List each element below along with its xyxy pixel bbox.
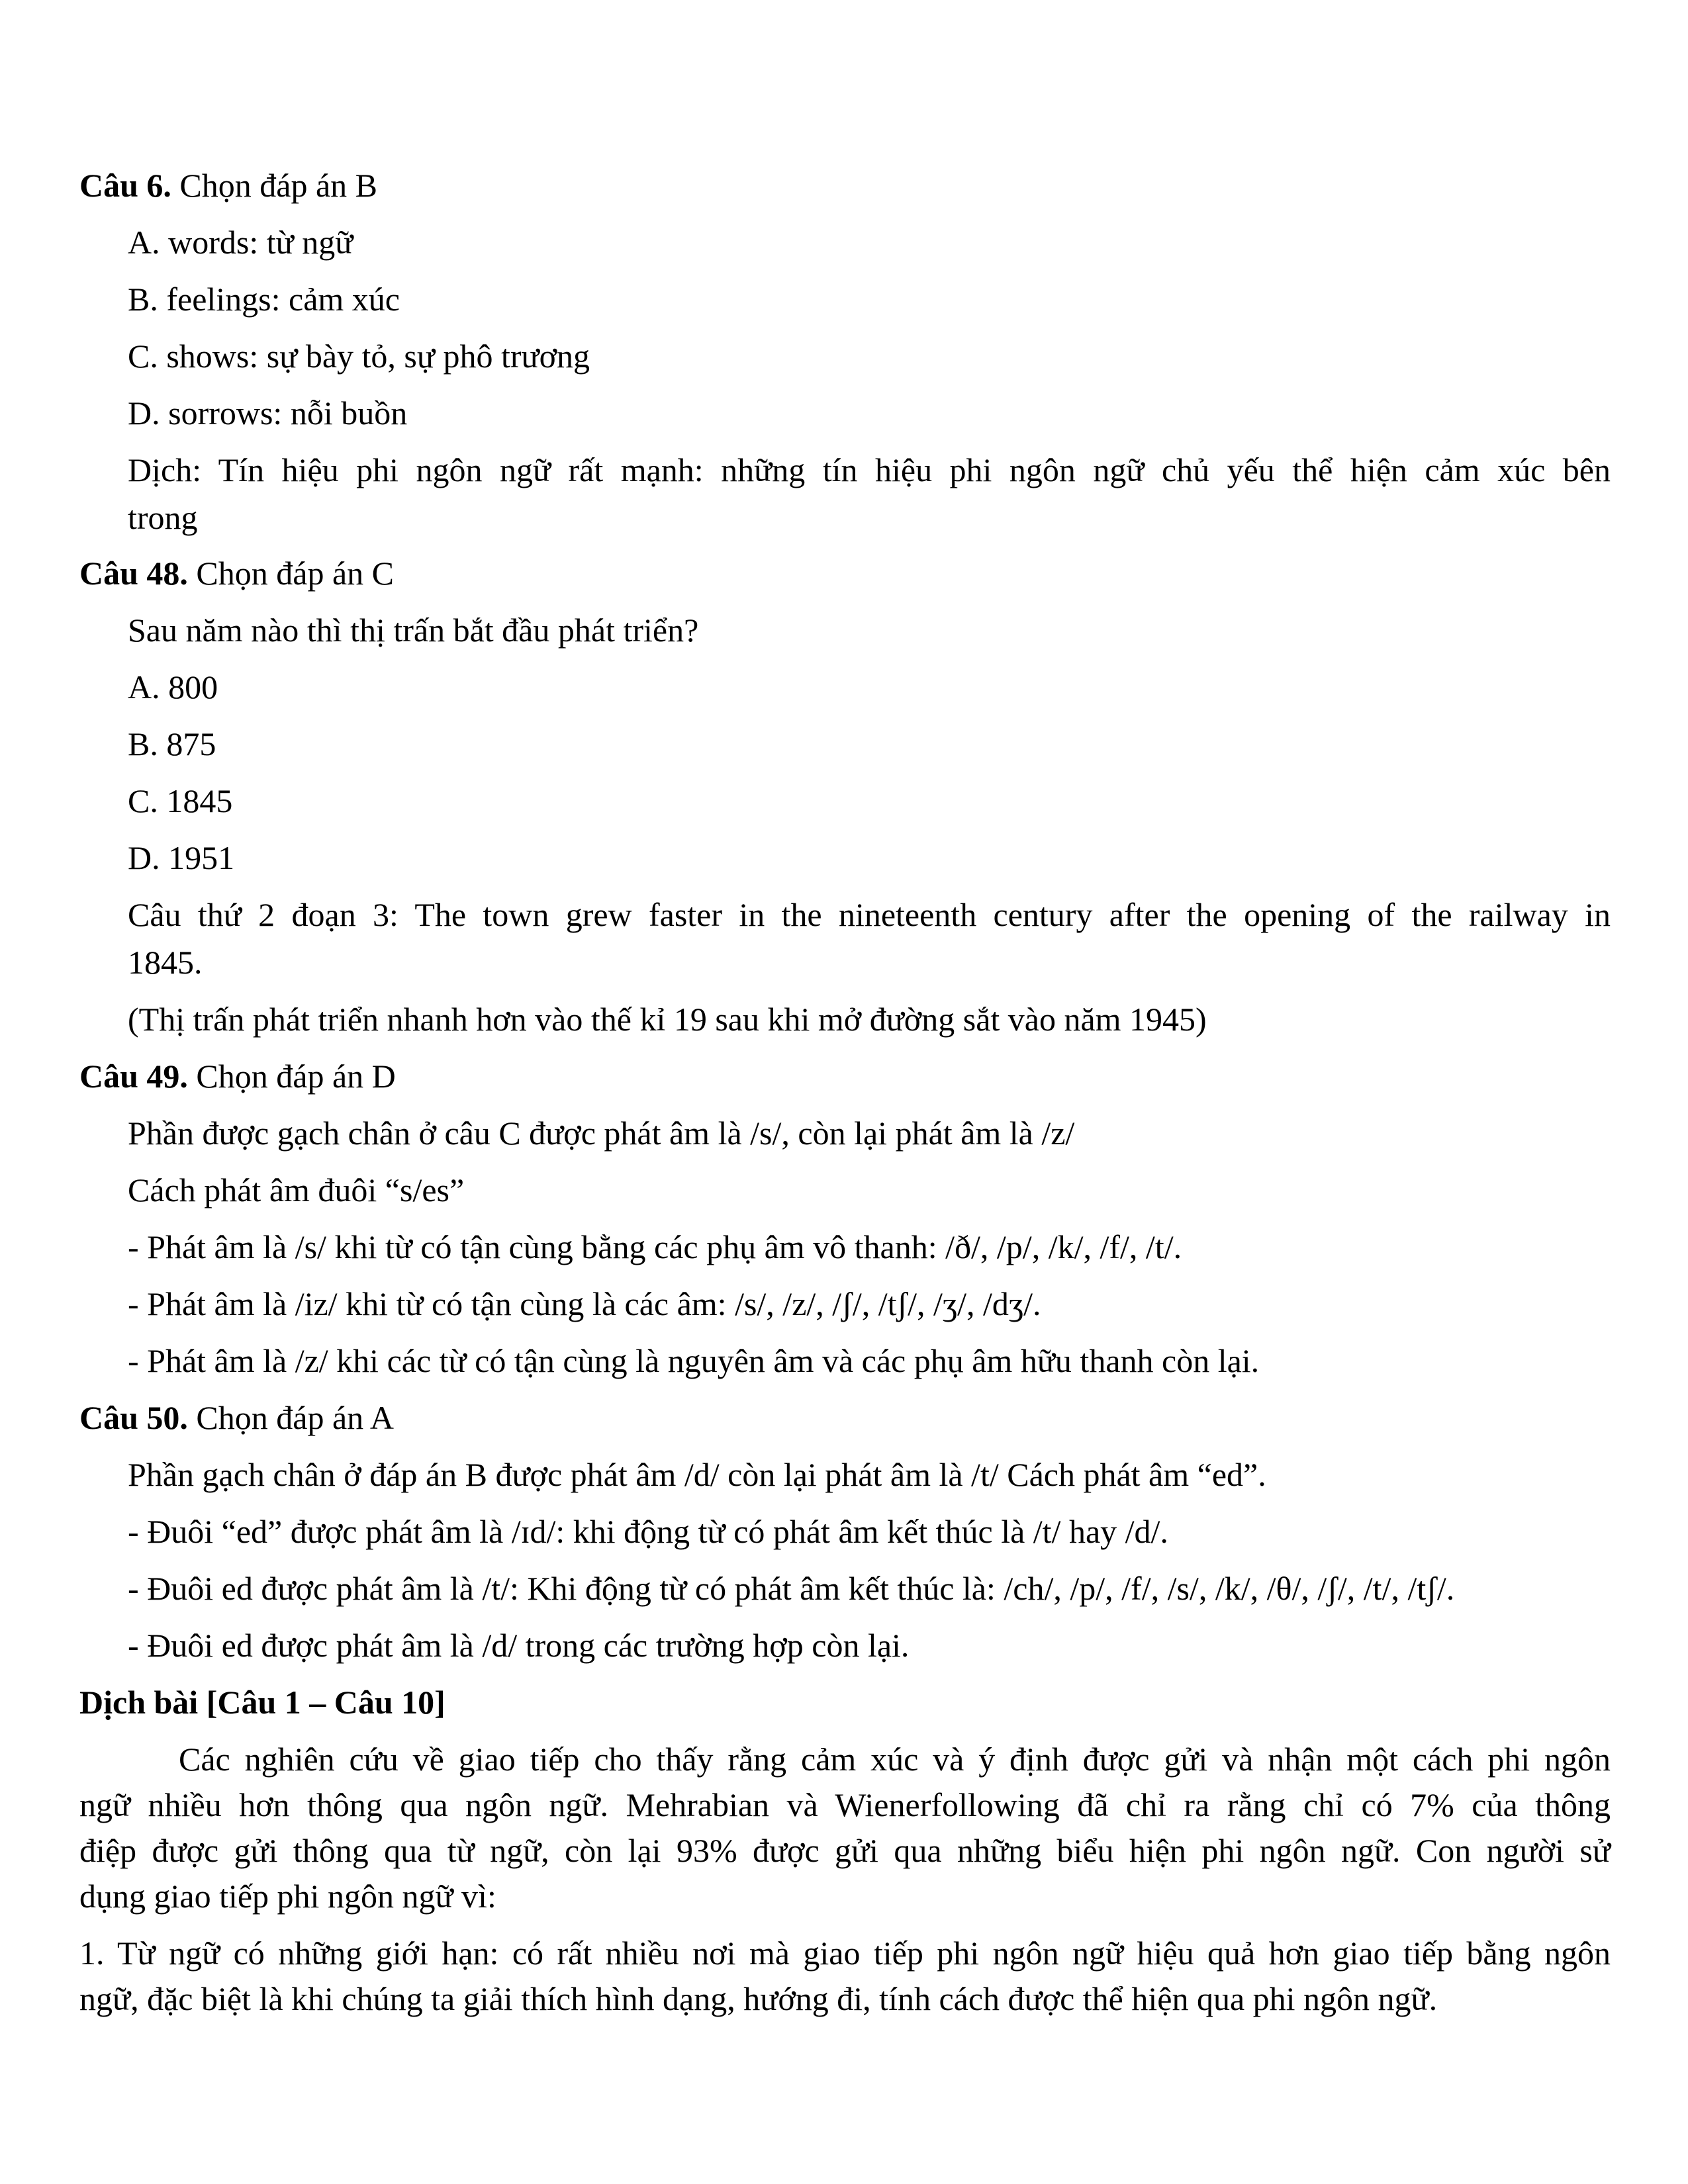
q6-heading	[79, 165, 377, 205]
q49-line-4: - Phát âm là /iz/ khi từ có tận cùng là các âm: /s/, /z/, /ʃ/, /tʃ/, /ʒ/, /dʒ/.	[128, 1285, 1041, 1322]
q50-label: Câu 50.	[79, 1399, 188, 1436]
q6-option-c: C. shows: sự bày tỏ, sự phô trương	[128, 338, 590, 375]
q50-line-4: - Đuôi ed được phát âm là /d/ trong các trường hợp còn lại.	[128, 1627, 910, 1664]
translation-heading-text: Dịch bài [Câu 1 – Câu 10]	[79, 1684, 445, 1721]
q50-answer: Chọn đáp án A	[196, 1399, 395, 1436]
translation-para2-line-1: 1. Từ ngữ có những giới hạn: có rất nhiều nơi mà giao tiếp phi ngôn ngữ hiệu quả hơn giao tiếp bằng ngôn	[79, 1934, 1611, 1972]
q6-option-a: A. words: từ ngữ	[128, 224, 353, 261]
q50-line-3: - Đuôi ed được phát âm là /t/: Khi động từ có phát âm kết thúc là: /ch/, /p/, /f/, /s/, /k/, /θ/, /ʃ/, /t/, /tʃ/.	[128, 1570, 1455, 1607]
q49-label: Câu 49.	[79, 1058, 188, 1095]
q48-heading	[79, 553, 394, 593]
translation-para1-line-4: dụng giao tiếp phi ngôn ngữ vì:	[79, 1878, 496, 1915]
q6-option-d: D. sorrows: nỗi buồn	[128, 394, 408, 432]
q6-explanation-line-1: Dịch: Tín hiệu phi ngôn ngữ rất mạnh: những tín hiệu phi ngôn ngữ chủ yếu thể hiện cảm xúc bên	[128, 451, 1611, 488]
q49-line-1: Phần được gạch chân ở câu C được phát âm là /s/, còn lại phát âm là /z/	[128, 1115, 1075, 1152]
q48-label: Câu 48.	[79, 555, 188, 592]
q49-line-5: - Phát âm là /z/ khi các từ có tận cùng là nguyên âm và các phụ âm hữu thanh còn lại.	[128, 1342, 1260, 1379]
q48-explanation-line-2: 1845.	[128, 944, 203, 981]
q49-line-3: - Phát âm là /s/ khi từ có tận cùng bằng các phụ âm vô thanh: /ð/, /p/, /k/, /f/, /t/.	[128, 1228, 1182, 1265]
translation-para1-line-3: điệp được gửi thông qua từ ngữ, còn lại 93% được gửi qua những biểu hiện phi ngôn ngữ. Con người sử	[79, 1832, 1611, 1869]
q48-option-c: C. 1845	[128, 782, 233, 819]
q48-explanation-line-1: Câu thứ 2 đoạn 3: The town grew faster in the nineteenth century after the opening of the railway in	[128, 896, 1611, 933]
q50-line-1: Phần gạch chân ở đáp án B được phát âm /d/ còn lại phát âm là /t/ Cách phát âm “ed”.	[128, 1456, 1266, 1493]
q48-option-a: A. 800	[128, 668, 218, 705]
q6-answer: Chọn đáp án B	[179, 167, 378, 204]
q48-explanation-line-3: (Thị trấn phát triển nhanh hơn vào thế kỉ 19 sau khi mở đường sắt vào năm 1945)	[128, 1001, 1207, 1038]
translation-para1-line-2: ngữ nhiều hơn thông qua ngôn ngữ. Mehrabian và Wienerfollowing đã chỉ ra rằng chỉ có 7% của thông	[79, 1786, 1611, 1823]
q6-label: Câu 6.	[79, 167, 171, 204]
q48-option-d: D. 1951	[128, 839, 235, 876]
q48-option-b: B. 875	[128, 725, 216, 762]
q49-answer: Chọn đáp án D	[196, 1058, 396, 1095]
q6-option-b: B. feelings: cảm xúc	[128, 281, 400, 318]
q49-line-2: Cách phát âm đuôi “s/es”	[128, 1171, 465, 1208]
translation-heading	[79, 1682, 445, 1722]
q49-heading	[79, 1056, 396, 1096]
q6-explanation-line-2: trong	[128, 499, 198, 536]
q48-answer: Chọn đáp án C	[196, 555, 395, 592]
q48-question: Sau năm nào thì thị trấn bắt đầu phát triển?	[128, 612, 699, 649]
translation-para1-line-1: Các nghiên cứu về giao tiếp cho thấy rằng cảm xúc và ý định được gửi và nhận một cách phi ngôn	[179, 1741, 1611, 1778]
q50-line-2: - Đuôi “ed” được phát âm là /ɪd/: khi động từ có phát âm kết thúc là /t/ hay /d/.	[128, 1513, 1168, 1550]
q50-heading	[79, 1398, 394, 1437]
translation-para2-line-2: ngữ, đặc biệt là khi chúng ta giải thích hình dạng, hướng đi, tính cách được thể hiện qua phi ngôn ngữ.	[79, 1980, 1438, 2017]
